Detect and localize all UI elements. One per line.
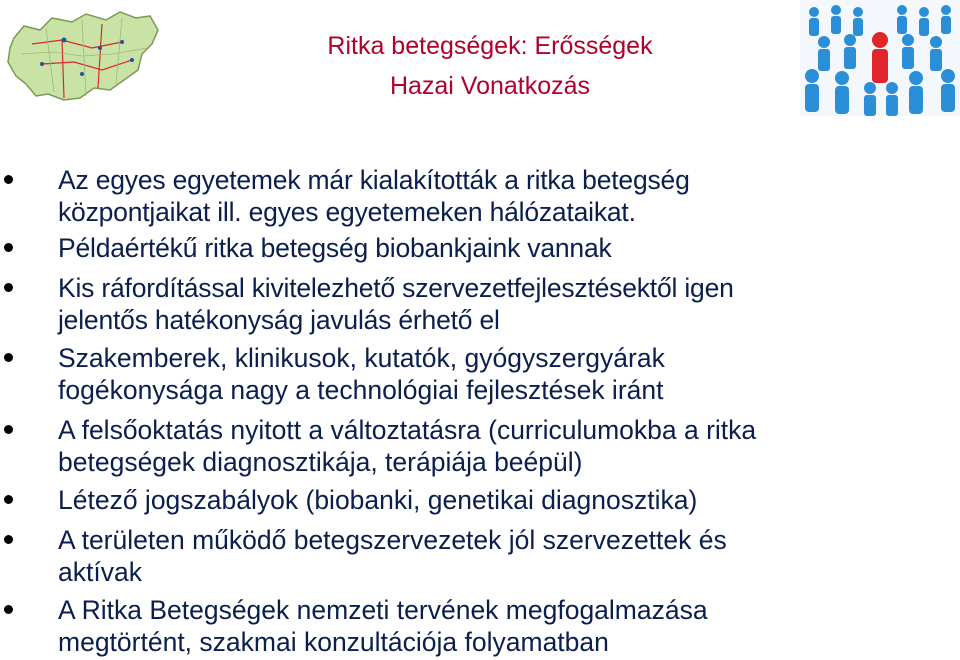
title-line-1: Ritka betegségek: Erősségek <box>327 32 653 60</box>
bullet-text <box>58 164 918 228</box>
title-line-2: Hazai Vonatkozás <box>389 72 591 100</box>
bullet-line: aktívak <box>58 557 142 587</box>
bullet-icon <box>4 535 13 544</box>
bullet-line: A Ritka Betegségek nemzeti tervének megfogalmazása <box>58 595 708 625</box>
bullet-text <box>58 594 918 658</box>
bullet-line: Létező jogszabályok (biobanki, genetikai diagnosztika) <box>58 485 698 515</box>
bullet-icon <box>4 605 13 614</box>
bullet-text <box>58 524 918 588</box>
bullet-line: Az egyes egyetemek már kialakították a ritka betegség <box>58 165 690 195</box>
bullet-line: központjaikat ill. egyes egyetemeken hálózataikat. <box>58 197 636 227</box>
bullet-line: Szakemberek, klinikusok, kutatók, gyógyszergyárak <box>58 343 665 373</box>
bullet-icon <box>4 283 13 292</box>
bullet-line: megtörtént, szakmai konzultációja folyamatban <box>58 627 609 657</box>
bullet-line: betegségek diagnosztikája, terápiája beépül) <box>58 447 583 477</box>
bullet-icon <box>4 495 13 504</box>
bullet-line: Példaértékű ritka betegség biobankjaink vannak <box>58 233 612 263</box>
bullet-icon <box>4 175 13 184</box>
bullet-icon <box>4 243 13 252</box>
bullet-line: Kis ráfordítással kivitelezhető szervezetfejlesztésektől igen <box>58 273 734 303</box>
bullet-line: jelentős hatékonyság javulás érhető el <box>58 305 500 335</box>
bullet-icon <box>4 353 13 362</box>
bullet-text <box>58 484 918 516</box>
bullet-line: fogékonysága nagy a technológiai fejlesztések iránt <box>58 375 664 405</box>
bullet-text <box>58 342 918 406</box>
bullet-text <box>58 232 918 264</box>
bullet-line: A felsőoktatás nyitott a változtatásra (curriculumokba a ritka <box>58 415 757 445</box>
bullet-text <box>58 414 918 478</box>
bullet-icon <box>4 425 13 434</box>
bullet-line: A területen működő betegszervezetek jól szervezettek és <box>58 525 727 555</box>
bullet-text <box>58 272 918 336</box>
